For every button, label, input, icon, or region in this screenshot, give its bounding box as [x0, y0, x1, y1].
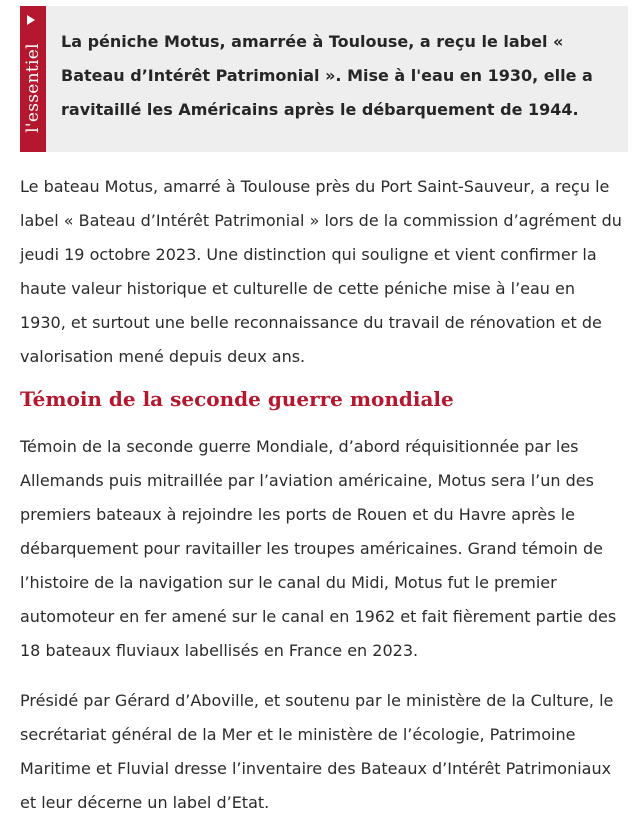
essentiel-label	[20, 30, 46, 146]
essentiel-box	[20, 6, 628, 152]
essentiel-label-text: l'essentiel	[23, 43, 44, 133]
essentiel-summary: La péniche Motus, amarrée à Toulouse, a reçu le label « Bateau d’Intérêt Patrimonial ». Mise à l'eau en 1930, elle a ravitaillé les Américains après le débarquement de 1944.	[61, 32, 593, 119]
article-intro-paragraph: Le bateau Motus, amarré à Toulouse près du Port Saint-Sauveur, a reçu le label « Bateau d’Intérêt Patrimonial » lors de la commission d’agrément du jeudi 19 octobre 2023. Une distinction qui souligne et vient confirmer la haute valeur historique et culturelle de cette péniche mise à l’eau en 1930, et surtout une belle reconnaissance du travail de rénovation et de valorisation mené depuis deux ans.	[20, 177, 622, 366]
essentiel-tab	[20, 6, 46, 152]
article-paragraph: Témoin de la seconde guerre Mondiale, d’abord réquisitionnée par les Allemands puis mitraillée par l’aviation américaine, Motus sera l’un des premiers bateaux à rejoindre les ports de Rouen et du Havre après le débarquement pour ravitailler les troupes américaines. Grand témoin de l’histoire de la navigation sur le canal du Midi, Motus fut le premier automoteur en fer amené sur le canal en 1962 et fait fièrement partie des 18 bateaux fluviaux labellisés en France en 2023.	[20, 437, 617, 660]
article-paragraph: Présidé par Gérard d’Aboville, et soutenu par le ministère de la Culture, le secrétariat général de la Mer et le ministère de l’écologie, Patrimoine Maritime et Fluvial dresse l’inventaire des Bateaux d’Intérêt Patrimoniaux et leur décerne un label d’Etat.	[20, 691, 614, 812]
article-body	[20, 170, 625, 820]
play-arrow-icon	[27, 15, 35, 25]
section-heading: Témoin de la seconde guerre mondiale	[20, 387, 454, 411]
